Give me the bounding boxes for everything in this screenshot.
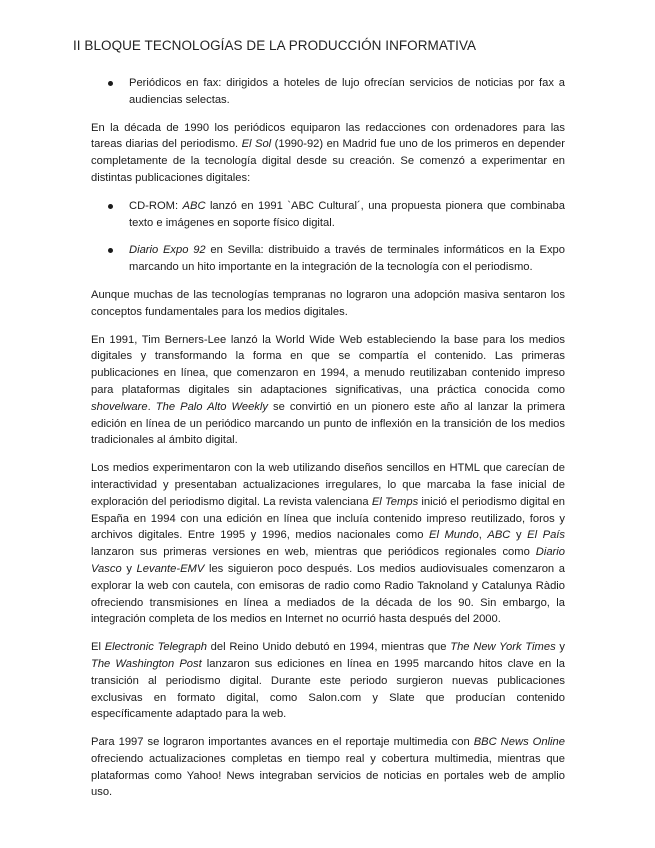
list-item bbox=[129, 198, 565, 232]
bullet-list-digital bbox=[91, 198, 565, 276]
list-item bbox=[129, 75, 565, 109]
bullet-icon bbox=[108, 248, 113, 253]
list-item bbox=[129, 242, 565, 276]
page-header: II BLOQUE TECNOLOGÍAS DE LA PRODUCCIÓN INFORMATIVA bbox=[73, 38, 477, 53]
paragraph-1991: En 1991, Tim Berners-Lee lanzó la World Wide Web estableciendo la base para los medios digitales y transformando la forma en que se compartía el contenido. Las primeras publicaciones en línea, que comenzaron en 1994, a menudo reutilizaban contenido impreso para plataformas digitales sin adaptaciones significativas, una práctica conocida como shovelware. The Palo Alto Weekly se convirtió en un pionero este año al lanzar la primera edición en línea de un periódico marcando un punto de inflexión en la transición de los medios tradicionales al ámbito digital. bbox=[91, 333, 565, 447]
paragraph-1990: En la década de 1990 los periódicos equiparon las redacciones con ordenadores para las tareas diarias del periodismo. El Sol (1990-92) en Madrid fue uno de los primeros en depender completamente de la tecnología digital desde su creación. Se comenzó a experimentar en distintas publicaciones digitales: bbox=[91, 121, 565, 184]
bullet-icon bbox=[108, 204, 113, 209]
bullet-icon bbox=[108, 81, 113, 86]
paragraph-medios: Los medios experimentaron con la web utilizando diseños sencillos en HTML que carecían de interactividad y presentaban actualizaciones irregulares, lo que marcaba la fase inicial de exploración del periodismo digital. La revista valenciana El Temps inició el periodismo digital en España en 1994 con una edición en línea que incluía contenido impreso reutilizado, foros y archivos digitales. Entre 1995 y 1996, medios nacionales como El Mundo, ABC y El País lanzaron sus primeras versiones en web, mientras que periódicos regionales como Diario Vasco y Levante-EMV les siguieron poco después. Los medios audiovisuales comenzaron a explorar la web con cautela, con emisoras de radio como Radio Taknoland y Catalunya Ràdio ofreciendo transmisiones en línea a mediados de la década de los 90. Sin embargo, la integración completa de los medios en Internet no ocurrió hasta después del 2000. bbox=[91, 462, 566, 626]
paragraph-1997: Para 1997 se lograron importantes avances en el reportaje multimedia con BBC News Online ofreciendo actualizaciones completas en tiempo real y cobertura multimedia, mientras que plataformas como Yahoo! News integraban servicios de noticias en portales web de amplio uso. bbox=[91, 736, 565, 799]
paragraph-telegraph: El Electronic Telegraph del Reino Unido debutó en 1994, mientras que The New York Times y The Washington Post lanzaron sus ediciones en línea en 1995 marcando hitos clave en la transición al periodismo digital. Durante este periodo surgieron nuevas publicaciones exclusivas en formato digital, como Salon.com y Slate que producían contenido específicamente adaptado para la web. bbox=[91, 641, 566, 721]
publication-name: El Sol bbox=[241, 138, 272, 151]
bullet-list-fax bbox=[91, 75, 565, 109]
document-body bbox=[91, 75, 565, 812]
bullet-text: Diario Expo 92 en Sevilla: distribuido a través de terminales informáticos en la Expo marcando un hito importante en la integración de la tecnología con el periodismo. bbox=[129, 244, 565, 274]
bullet-text: CD-ROM: ABC lanzó en 1991 `ABC Cultural´, una propuesta pionera que combinaba texto e imágenes en soporte físico digital. bbox=[129, 199, 565, 229]
paragraph-aunque: Aunque muchas de las tecnologías tempranas no lograron una adopción masiva sentaron los conceptos fundamentales para los medios digitales. bbox=[91, 288, 565, 318]
bullet-text: Periódicos en fax: dirigidos a hoteles de lujo ofrecían servicios de noticias por fax a audiencias selectas. bbox=[129, 77, 565, 106]
